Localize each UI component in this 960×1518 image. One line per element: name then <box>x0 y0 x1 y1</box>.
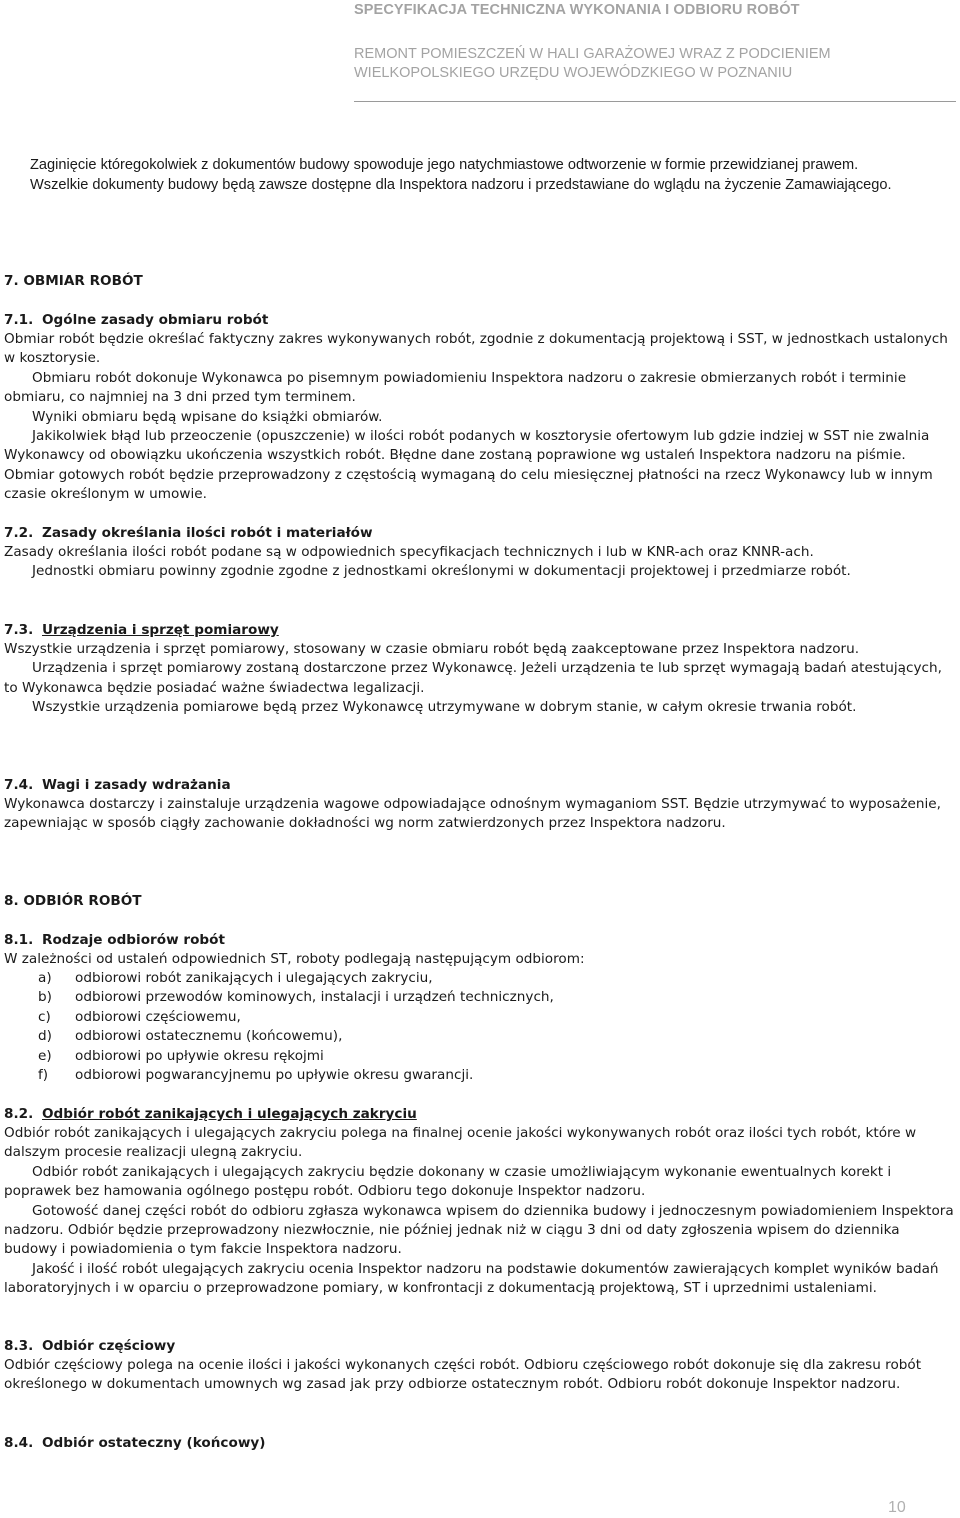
header-divider <box>354 101 956 102</box>
subsection-heading <box>4 524 373 543</box>
paragraph: Zasady określania ilości robót podane są w odpowiednich specyfikacjach technicznych i lub w KNR-ach oraz KNNR-ach. <box>4 544 814 560</box>
subsection-number: 7.4. <box>4 777 34 793</box>
list-item <box>38 969 554 988</box>
list-item <box>38 1047 554 1066</box>
project-name-line2: WIELKOPOLSKIEGO URZĘDU WOJEWÓDZKIEGO W POZNANIU <box>354 65 793 81</box>
intro-block <box>30 156 960 195</box>
section-7-2-text <box>4 543 954 582</box>
paragraph: Jednostki obmiaru powinny zgodnie zgodne z jednostkami określonymi w dokumentacji projektowej i przedmiarze robót. <box>32 563 851 580</box>
paragraph: Gotowość danej części robót do odbioru zgłasza wykonawca wpisem do dziennika budowy i jednoczesnym powiadomieniem Inspektora nadzoru. Odbiór będzie przeprowadzony niezwłocznie, nie później jednak niż w ciągu 3 dni od daty zgłoszenia wpisem do dziennika budowy i powiadomienia o tym fakcie Inspektora nadzoru. <box>4 1202 954 1258</box>
subsection-number: 7.3. <box>4 622 34 638</box>
list-item <box>38 1066 554 1085</box>
paragraph: Wszystkie urządzenia i sprzęt pomiarowy, stosowany w czasie obmiaru robót będą zaakceptowane przez Inspektora nadzoru. <box>4 641 860 657</box>
subsection-title: Odbiór robót zanikających i ulegających zakryciu <box>42 1106 417 1122</box>
subsection-number: 7.1. <box>4 312 34 328</box>
paragraph: Jakość i ilość robót ulegających zakryciu ocenia Inspektor nadzoru na podstawie dokumentów zawierających komplet wyników badań laboratoryjnych i w oparciu o przeprowadzone pomiary, w konfrontacji z dokumentacją projektową, ST i uprzednimi ustaleniami. <box>4 1260 939 1297</box>
paragraph: Wszystkie urządzenia pomiarowe będą przez Wykonawcę utrzymywane w dobrym stanie, w całym okresie trwania robót. <box>32 699 857 716</box>
subsection-heading <box>4 776 231 795</box>
list-item-text: odbiorowi przewodów kominowych, instalacji i urządzeń technicznych, <box>75 989 554 1006</box>
paragraph: Obmiar robót będzie określać faktyczny zakres wykonywanych robót, zgodnie z dokumentacją projektową i SST, w jednostkach ustalonych w kosztorysie. <box>4 331 948 367</box>
list-marker: b) <box>38 989 52 1006</box>
subsection-heading <box>4 621 279 640</box>
subsection-number: 8.4. <box>4 1435 34 1451</box>
paragraph: Odbiór robót zanikających i ulegających zakryciu polega na finalnej ocenie jakości wykonywanych robót oraz ilości tych robót, które w dalszym procesie realizacji ulegną zakryciu. <box>4 1125 917 1161</box>
subsection-title: Zasady określania ilości robót i materiałów <box>42 525 373 541</box>
list-item-text: odbiorowi pogwarancyjnemu po upływie okresu gwarancji. <box>75 1067 474 1084</box>
paragraph: Jakikolwiek błąd lub przeoczenie (opuszczenie) w ilości robót podanych w kosztorysie ofertowym lub gdzie indziej w SST nie zwalnia Wykonawcy od obowiązku ukończenia wszystkich robót. Błędne dane zostaną poprawione wg ustaleń Inspektora nadzoru na piśmie. Obmiar gotowych robót będzie przeprowadzony z częstością wymaganą do celu miesięcznej płatności na rzecz Wykonawcy lub w innym czasie określonym w umowie. <box>4 428 933 503</box>
subsection-heading <box>4 931 225 950</box>
section-8-3-text <box>4 1356 954 1395</box>
acceptance-types-list <box>38 969 554 1085</box>
section-7-1-text <box>4 330 954 505</box>
section-8-2-text <box>4 1124 954 1299</box>
subsection-heading <box>4 311 268 330</box>
list-item-text: odbiorowi ostatecznemu (końcowemu), <box>75 1028 343 1045</box>
paragraph: Odbiór częściowy polega na ocenie ilości i jakości wykonanych części robót. Odbioru częściowego robót dokonuje się dla zakresu robót określonego w dokumentach umownych wg zasad jak przy odbiorze ostatecznym robót. Odbioru robót dokonuje Inspektor nadzoru. <box>4 1357 922 1393</box>
paragraph: Urządzenia i sprzęt pomiarowy zostaną dostarczone przez Wykonawcę. Jeżeli urządzenia te lub sprzęt wymagają badań atestujących, to Wykonawca będzie posiadać ważne świadectwa legalizacji. <box>4 660 942 696</box>
section-7-3-text <box>4 640 954 718</box>
paragraph: Obmiaru robót dokonuje Wykonawca po pisemnym powiadomieniu Inspektora nadzoru o zakresie obmierzanych robót i terminie obmiaru, co najmniej na 3 dni przed tym terminem. <box>4 369 907 406</box>
subsection-number: 8.3. <box>4 1338 34 1354</box>
list-item <box>38 988 554 1007</box>
page-number: 10 <box>888 1499 906 1516</box>
list-item <box>38 1008 554 1027</box>
paragraph: W zależności od ustaleń odpowiednich ST, roboty podlegają następującym odbiorom: <box>4 951 585 967</box>
section-heading <box>4 892 142 911</box>
subsection-number: 8.1. <box>4 932 34 948</box>
list-item-text: odbiorowi po upływie okresu rękojmi <box>75 1047 324 1064</box>
paragraph: Wszelkie dokumenty budowy będą zawsze dostępne dla Inspektora nadzoru i przedstawiane do wglądu na życzenie Zamawiającego. <box>30 176 892 193</box>
subsection-number: 8.2. <box>4 1106 34 1122</box>
list-marker: c) <box>38 1008 51 1025</box>
section-8-1-intro <box>4 950 954 969</box>
paragraph: Zaginięcie któregokolwiek z dokumentów budowy spowoduje jego natychmiastowe odtworzenie w formie przewidzianej prawem. <box>30 157 859 173</box>
list-marker: e) <box>38 1047 52 1064</box>
section-heading <box>4 272 143 291</box>
list-marker: a) <box>38 970 52 986</box>
project-name-line1: REMONT POMIESZCZEŃ W HALI GARAŻOWEJ WRAZ Z PODCIENIEM <box>354 46 831 62</box>
subsection-title: Wagi i zasady wdrażania <box>42 777 231 793</box>
document-title: SPECYFIKACJA TECHNICZNA WYKONANIA I ODBIORU ROBÓT <box>354 2 800 18</box>
subsection-title: Ogólne zasady obmiaru robót <box>42 312 269 328</box>
list-marker: d) <box>38 1028 52 1045</box>
section-7-4-text <box>4 795 954 834</box>
subsection-title: Urządzenia i sprzęt pomiarowy <box>42 622 279 638</box>
subsection-heading <box>4 1105 417 1124</box>
section-8-heading: 8. ODBIÓR ROBÓT <box>4 893 142 909</box>
list-item-text: odbiorowi częściowemu, <box>75 1008 241 1025</box>
subsection-heading <box>4 1434 265 1453</box>
paragraph: Odbiór robót zanikających i ulegających zakryciu będzie dokonany w czasie umożliwiającym wykonanie ewentualnych korekt i poprawek bez hamowania ogólnego postępu robót. Odbioru tego dokonuje Inspektor nadzoru. <box>4 1163 892 1200</box>
subsection-heading <box>4 1337 175 1356</box>
subsection-number: 7.2. <box>4 525 34 541</box>
paragraph: Wykonawca dostarczy i zainstaluje urządzenia wagowe odpowiadające odnośnym wymaganiom SST. Będzie utrzymywać to wyposażenie, zapewniając w sposób ciągły zachowanie dokładności wg norm zatwierdzonych przez Inspektora nadzoru. <box>4 796 941 832</box>
list-item <box>38 1027 554 1046</box>
paragraph: Wyniki obmiaru będą wpisane do książki obmiarów. <box>32 408 383 425</box>
list-marker: f) <box>38 1067 49 1084</box>
subsection-title: Odbiór częściowy <box>42 1338 176 1354</box>
subsection-title: Odbiór ostateczny (końcowy) <box>42 1435 266 1451</box>
section-7-heading: 7. OBMIAR ROBÓT <box>4 273 143 289</box>
list-item-text: odbiorowi robót zanikających i ulegających zakryciu, <box>75 970 433 986</box>
subsection-title: Rodzaje odbiorów robót <box>42 932 225 948</box>
